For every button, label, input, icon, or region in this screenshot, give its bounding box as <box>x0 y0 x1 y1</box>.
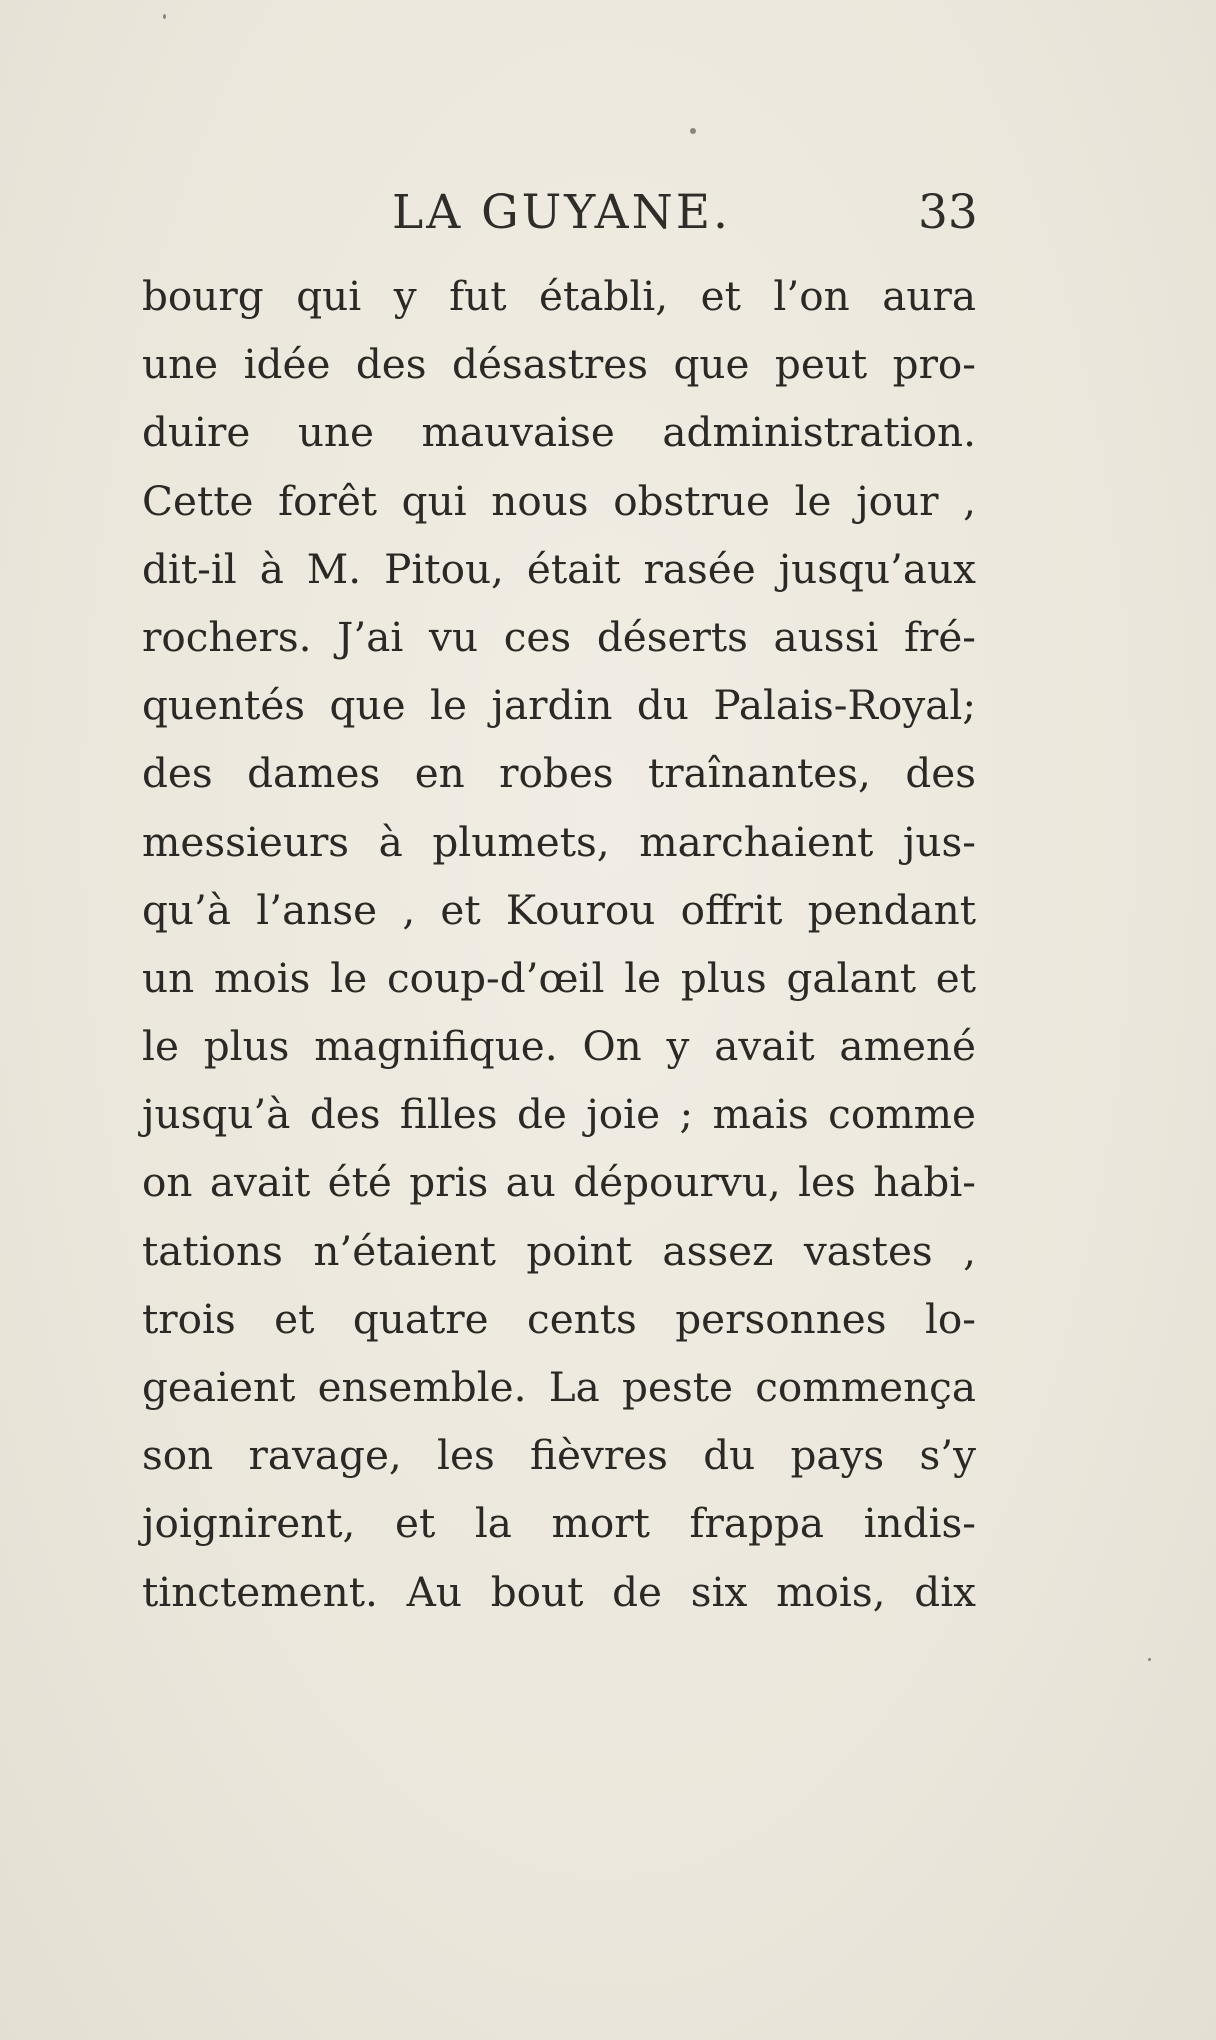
text-line: qu’à l’anse , et Kourou offrit pendant <box>142 885 976 934</box>
text-line: le plus magnifique. On y avait amené <box>142 1022 976 1071</box>
text-line: dit-il à M. Pitou, était rasée jusqu’aux <box>142 544 976 593</box>
text-line: geaient ensemble. La peste commença <box>142 1363 976 1411</box>
text-line: rochers. J’ai vu ces déserts aussi fré- <box>142 612 976 661</box>
text-line: une idée des désastres que peut pro- <box>142 340 976 389</box>
paper-speck <box>163 14 166 19</box>
text-line: messieurs à plumets, marchaient jus- <box>142 817 976 866</box>
text-line: duire une mauvaise administration. <box>142 408 976 457</box>
text-line: un mois le coup-d’œil le plus galant et <box>142 953 976 1002</box>
running-head <box>0 178 1216 248</box>
text-line: joignirent, et la mort frappa indis- <box>142 1499 976 1548</box>
text-line: jusqu’à des filles de joie ; mais comme <box>142 1090 976 1139</box>
text-line: tinctement. Au bout de six mois, dix <box>142 1567 976 1616</box>
text-line: on avait été pris au dépourvu, les habi- <box>142 1158 976 1207</box>
text-line: quentés que le jardin du Palais-Royal; <box>142 681 976 730</box>
text-line: tations n’étaient point assez vastes , <box>142 1226 976 1275</box>
text-line: Cette forêt qui nous obstrue le jour , <box>142 476 976 525</box>
paper-speck <box>690 128 696 134</box>
running-title: LA GUYANE. <box>392 185 731 240</box>
text-line: bourg qui y fut établi, et l’on aura <box>142 272 976 320</box>
text-line: son ravage, les fièvres du pays s’y <box>142 1431 976 1480</box>
text-line: trois et quatre cents personnes lo- <box>142 1294 976 1343</box>
page-number: 33 <box>918 185 978 240</box>
text-line: des dames en robes traînantes, des <box>142 749 976 798</box>
body-text <box>142 262 976 1626</box>
paper-speck <box>1148 1658 1151 1661</box>
